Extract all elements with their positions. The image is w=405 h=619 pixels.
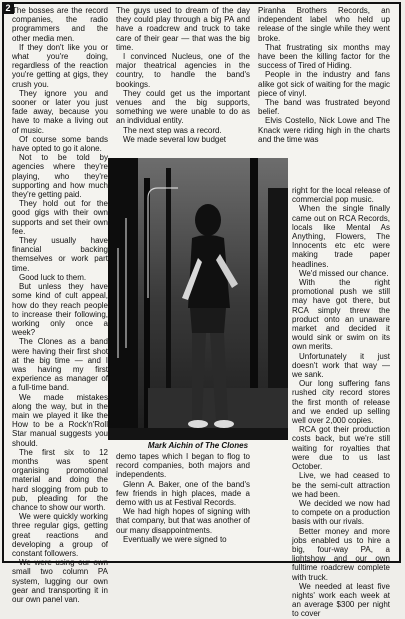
paragraph: We were quickly working three regular gigs, getting great reactions and developing a group of constant followers. (12, 512, 108, 558)
paragraph: Our long suffering fans rushed city record stores the first month of release and we ended up selling well over 2,000 copies. (292, 379, 390, 426)
paragraph: Good luck to them. (19, 272, 87, 282)
article-column-2-bottom (116, 452, 250, 558)
article-column-1 (12, 6, 108, 604)
paragraph: They hold out for the good gigs with their own supports and set their own fee. (12, 199, 108, 236)
paragraph: We were using our own small two column PA system, lugging our own gear and transporting it in our own panel van. (12, 558, 108, 604)
paragraph: The band was frustrated beyond belief. (258, 98, 390, 117)
paragraph: They ignore you and sooner or later you just fade away, because you have to make a living out of music. (12, 88, 108, 135)
paragraph: Of course some bands have opted to go it alone. (12, 134, 108, 154)
paragraph: We'd missed our chance. (299, 268, 389, 278)
paragraph: But unless they have some kind of cult appeal, how do they reach people to increase their following, working only once a week? (12, 282, 108, 338)
band-photo (108, 158, 288, 440)
paragraph: They usually have financial backing themselves or work part time. (12, 236, 108, 273)
corner-number: 2 (5, 3, 11, 13)
paragraph: Unfortunately it just doesn't work that way — we sank. (292, 351, 390, 380)
article-column-3-top (258, 6, 390, 184)
paragraph: When the single finally came out on RCA Records, locals like Mental As Anything, Flowers, The Innocents etc etc were making trade paper headlines. (292, 204, 390, 269)
paragraph: We decided we now had to compete on a production basis with our rivals. (292, 498, 390, 527)
paragraph: Piranha Brothers Records, an independent label who held up release of the single while they went broke. (258, 6, 390, 43)
paragraph: If they don't like you or what you're doing, regardless of the reaction you're getting at gigs, they crush you. (12, 42, 108, 89)
paragraph: Elvis Costello, Nick Lowe and The Knack were riding high in the charts and the time was (258, 116, 390, 144)
paragraph: The next step was a record. (123, 125, 222, 135)
paragraph: Not to be told by agencies where they're playing, who they're supporting and how much they're getting paid. (12, 153, 108, 200)
paragraph: The first six to 12 months was spent organising promotional material and doing the hard slogging from pub to pub, pleading for the chance to show our worth. (12, 447, 108, 512)
paragraph: That frustrating six months may have been the killing factor for the success of Tired of Hiding. (258, 42, 390, 71)
paragraph: Eventually we were signed to (123, 534, 227, 544)
paragraph: I convinced Nucleus, one of the major theatrical agencies in the country, to handle the band's bookings. (116, 52, 250, 89)
paragraph: demo tapes which I began to flog to record companies, both majors and independents. (116, 452, 250, 480)
article-column-2-top (116, 6, 250, 156)
paragraph: We made mistakes along the way, but in the main we played it like the How to be a Rock'n'Roll Star manual suggests you should. (12, 392, 108, 448)
paragraph: right for the local release of commercial pop music. (292, 186, 390, 205)
paragraph: Live, we had ceased to be the semi-cult attraction we had been. (292, 471, 390, 499)
paragraph: With the right promotional push we still may have got there, but RCA simply threw the product onto an unaware market and decided it would sink or swim on its own merits. (292, 278, 390, 352)
photo-caption: Mark Aichin of The Clones (147, 441, 249, 450)
paragraph: The bosses are the record companies, the radio programmers and the other media men. (12, 6, 108, 43)
photo-illustration (108, 158, 288, 440)
paragraph: We needed at least five nights' work each week at an average $300 per night to cover (292, 581, 390, 619)
article-column-3-bottom (292, 186, 390, 619)
paragraph: We had high hopes of signing with that company, but that was another of our many disappointments. (116, 507, 250, 535)
paragraph: We made several low budget (123, 134, 227, 144)
paragraph: The Clones as a band were having their first shot at the big time — and I was having my first experience as manager of a full-time band. (12, 337, 108, 393)
paragraph: The guys used to dream of the day they could play through a big PA and have a roadcrew and truck to take care of their gear — that was the big time. (116, 6, 250, 52)
paragraph: Better money and more jobs enabled us to hire a big, four-way PA, a lightshow and our own fulltime roadcrew complete with truck. (292, 526, 390, 582)
paragraph: Glenn A. Baker, one of the band's few friends in high places, made a demo with us at Festival Records. (116, 479, 250, 508)
paragraph: They could get us the important venues and the big supports, something we were unable to do as an individual entity. (116, 88, 250, 126)
paragraph: People in the industry and fans alike got sick of waiting for the magic piece of vinyl. (258, 70, 390, 98)
paragraph: RCA got their production costs back, but we're still waiting for royalties that were due to us last October. (292, 425, 390, 472)
